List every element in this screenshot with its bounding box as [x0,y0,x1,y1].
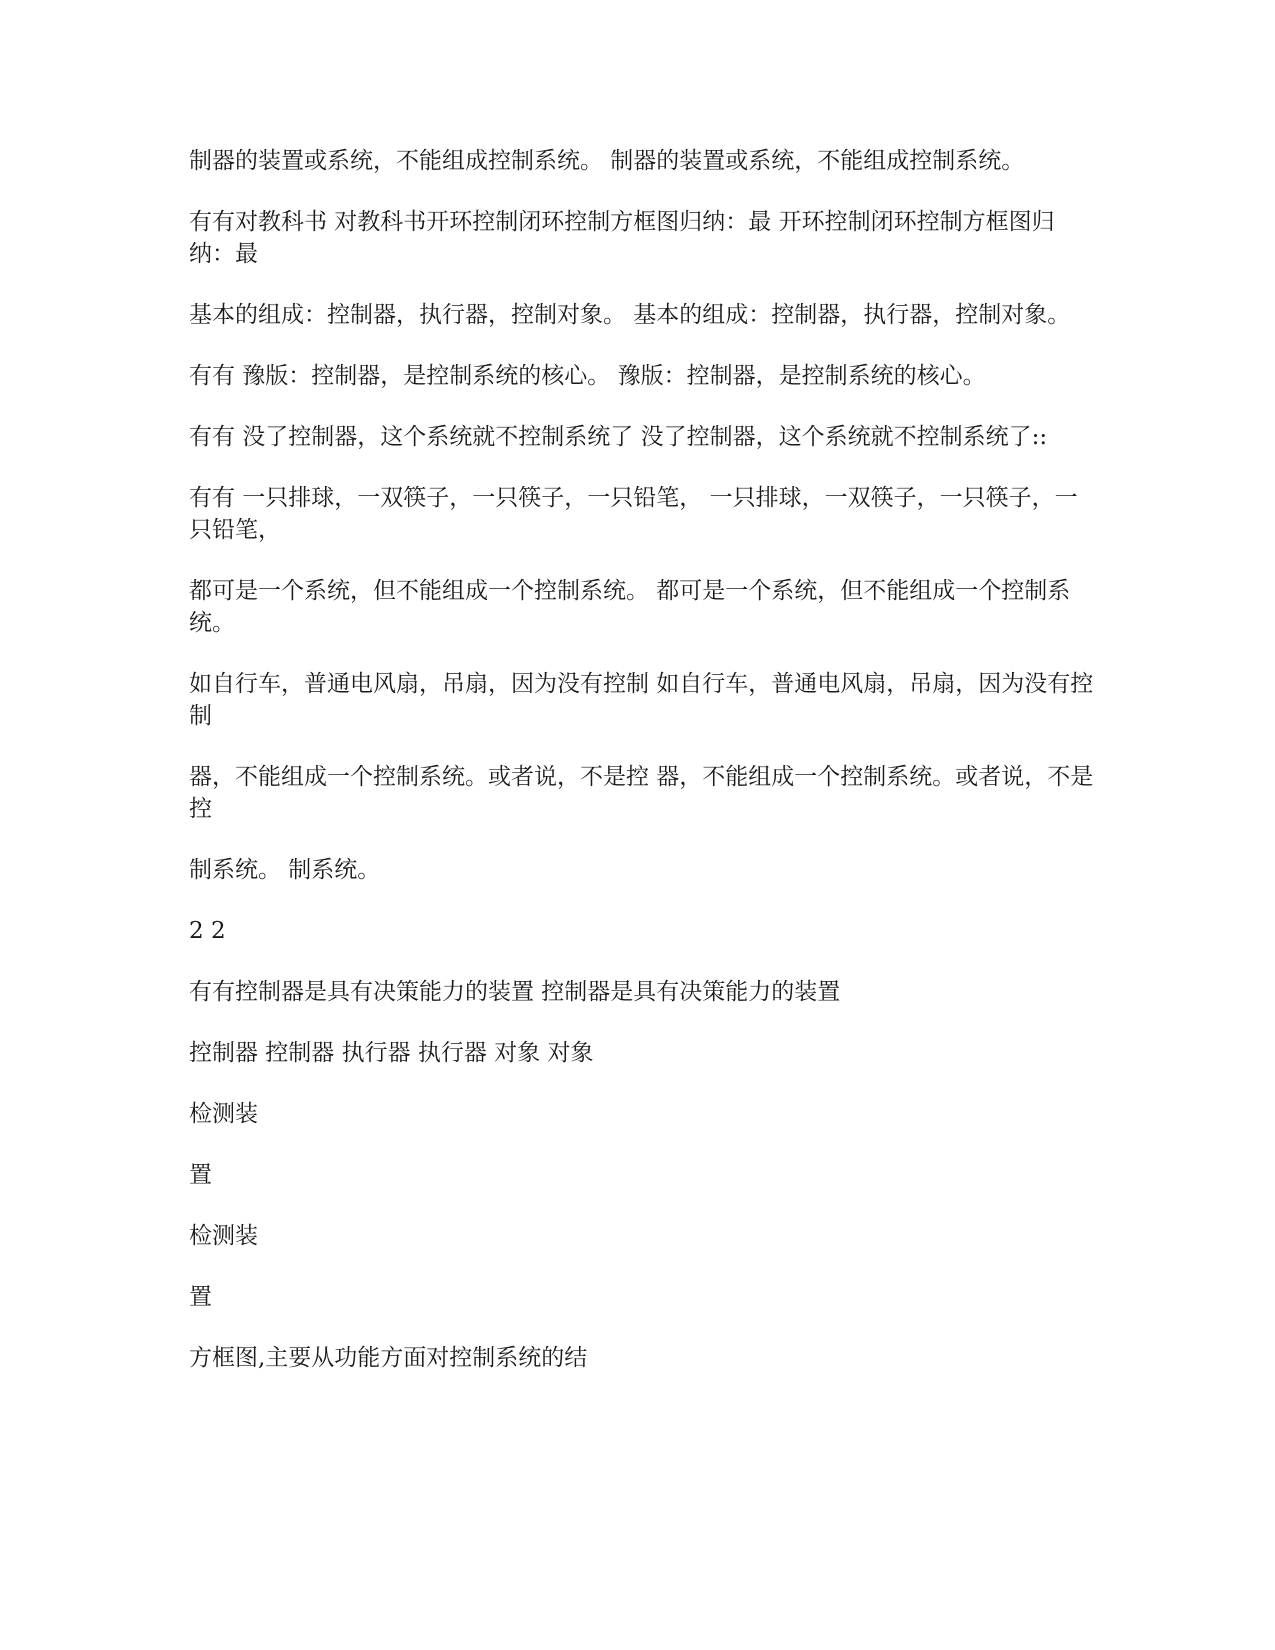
paragraph-18: 方框图,主要从功能方面对控制系统的结 [189,1345,588,1371]
paragraph-1: 制器的装置或系统，不能组成控制系统。 制器的装置或系统，不能组成控制系统。 [189,148,1025,174]
diagram-label-detector-1-cont: 置 [189,1162,212,1188]
diagram-label-detector-2: 检测装 [189,1223,258,1249]
diagram-label-detector-2-cont: 置 [189,1284,212,1310]
paragraph-4: 有有 豫版：控制器，是控制系统的核心。 豫版：控制器，是控制系统的核心。 [189,363,986,389]
paragraph-2: 有有对教科书 对教科书开环控制闭环控制方框图归纳：最 开环控制闭环控制方框图归纳：最 [189,209,1055,267]
paragraph-5: 有有 没了控制器，这个系统就不控制系统了 没了控制器，这个系统就不控制系统了:: [189,424,1048,450]
paragraph-3: 基本的组成：控制器，执行器，控制对象。 基本的组成：控制器，执行器，控制对象。 [189,302,1071,328]
diagram-labels-line: 控制器 控制器 执行器 执行器 对象 对象 [189,1040,594,1066]
paragraph-9: 器，不能组成一个控制系统。或者说，不是控 器，不能组成一个控制系统。或者说，不是控 [189,764,1094,822]
paragraph-10: 制系统。 制系统。 [189,857,381,883]
paragraph-12: 有有控制器是具有决策能力的装置 控制器是具有决策能力的装置 [189,979,841,1005]
page-number-line: 2 2 [189,918,226,944]
diagram-label-detector-1: 检测装 [189,1101,258,1127]
paragraph-6: 有有 一只排球，一双筷子，一只筷子，一只铅笔， 一只排球，一双筷子，一只筷子，一只铅笔， [189,485,1078,543]
document-body [189,145,1094,1403]
paragraph-7: 都可是一个系统，但不能组成一个控制系统。 都可是一个系统，但不能组成一个控制系统。 [189,578,1071,636]
paragraph-8: 如自行车，普通电风扇，吊扇，因为没有控制 如自行车，普通电风扇，吊扇，因为没有控制 [189,671,1094,729]
